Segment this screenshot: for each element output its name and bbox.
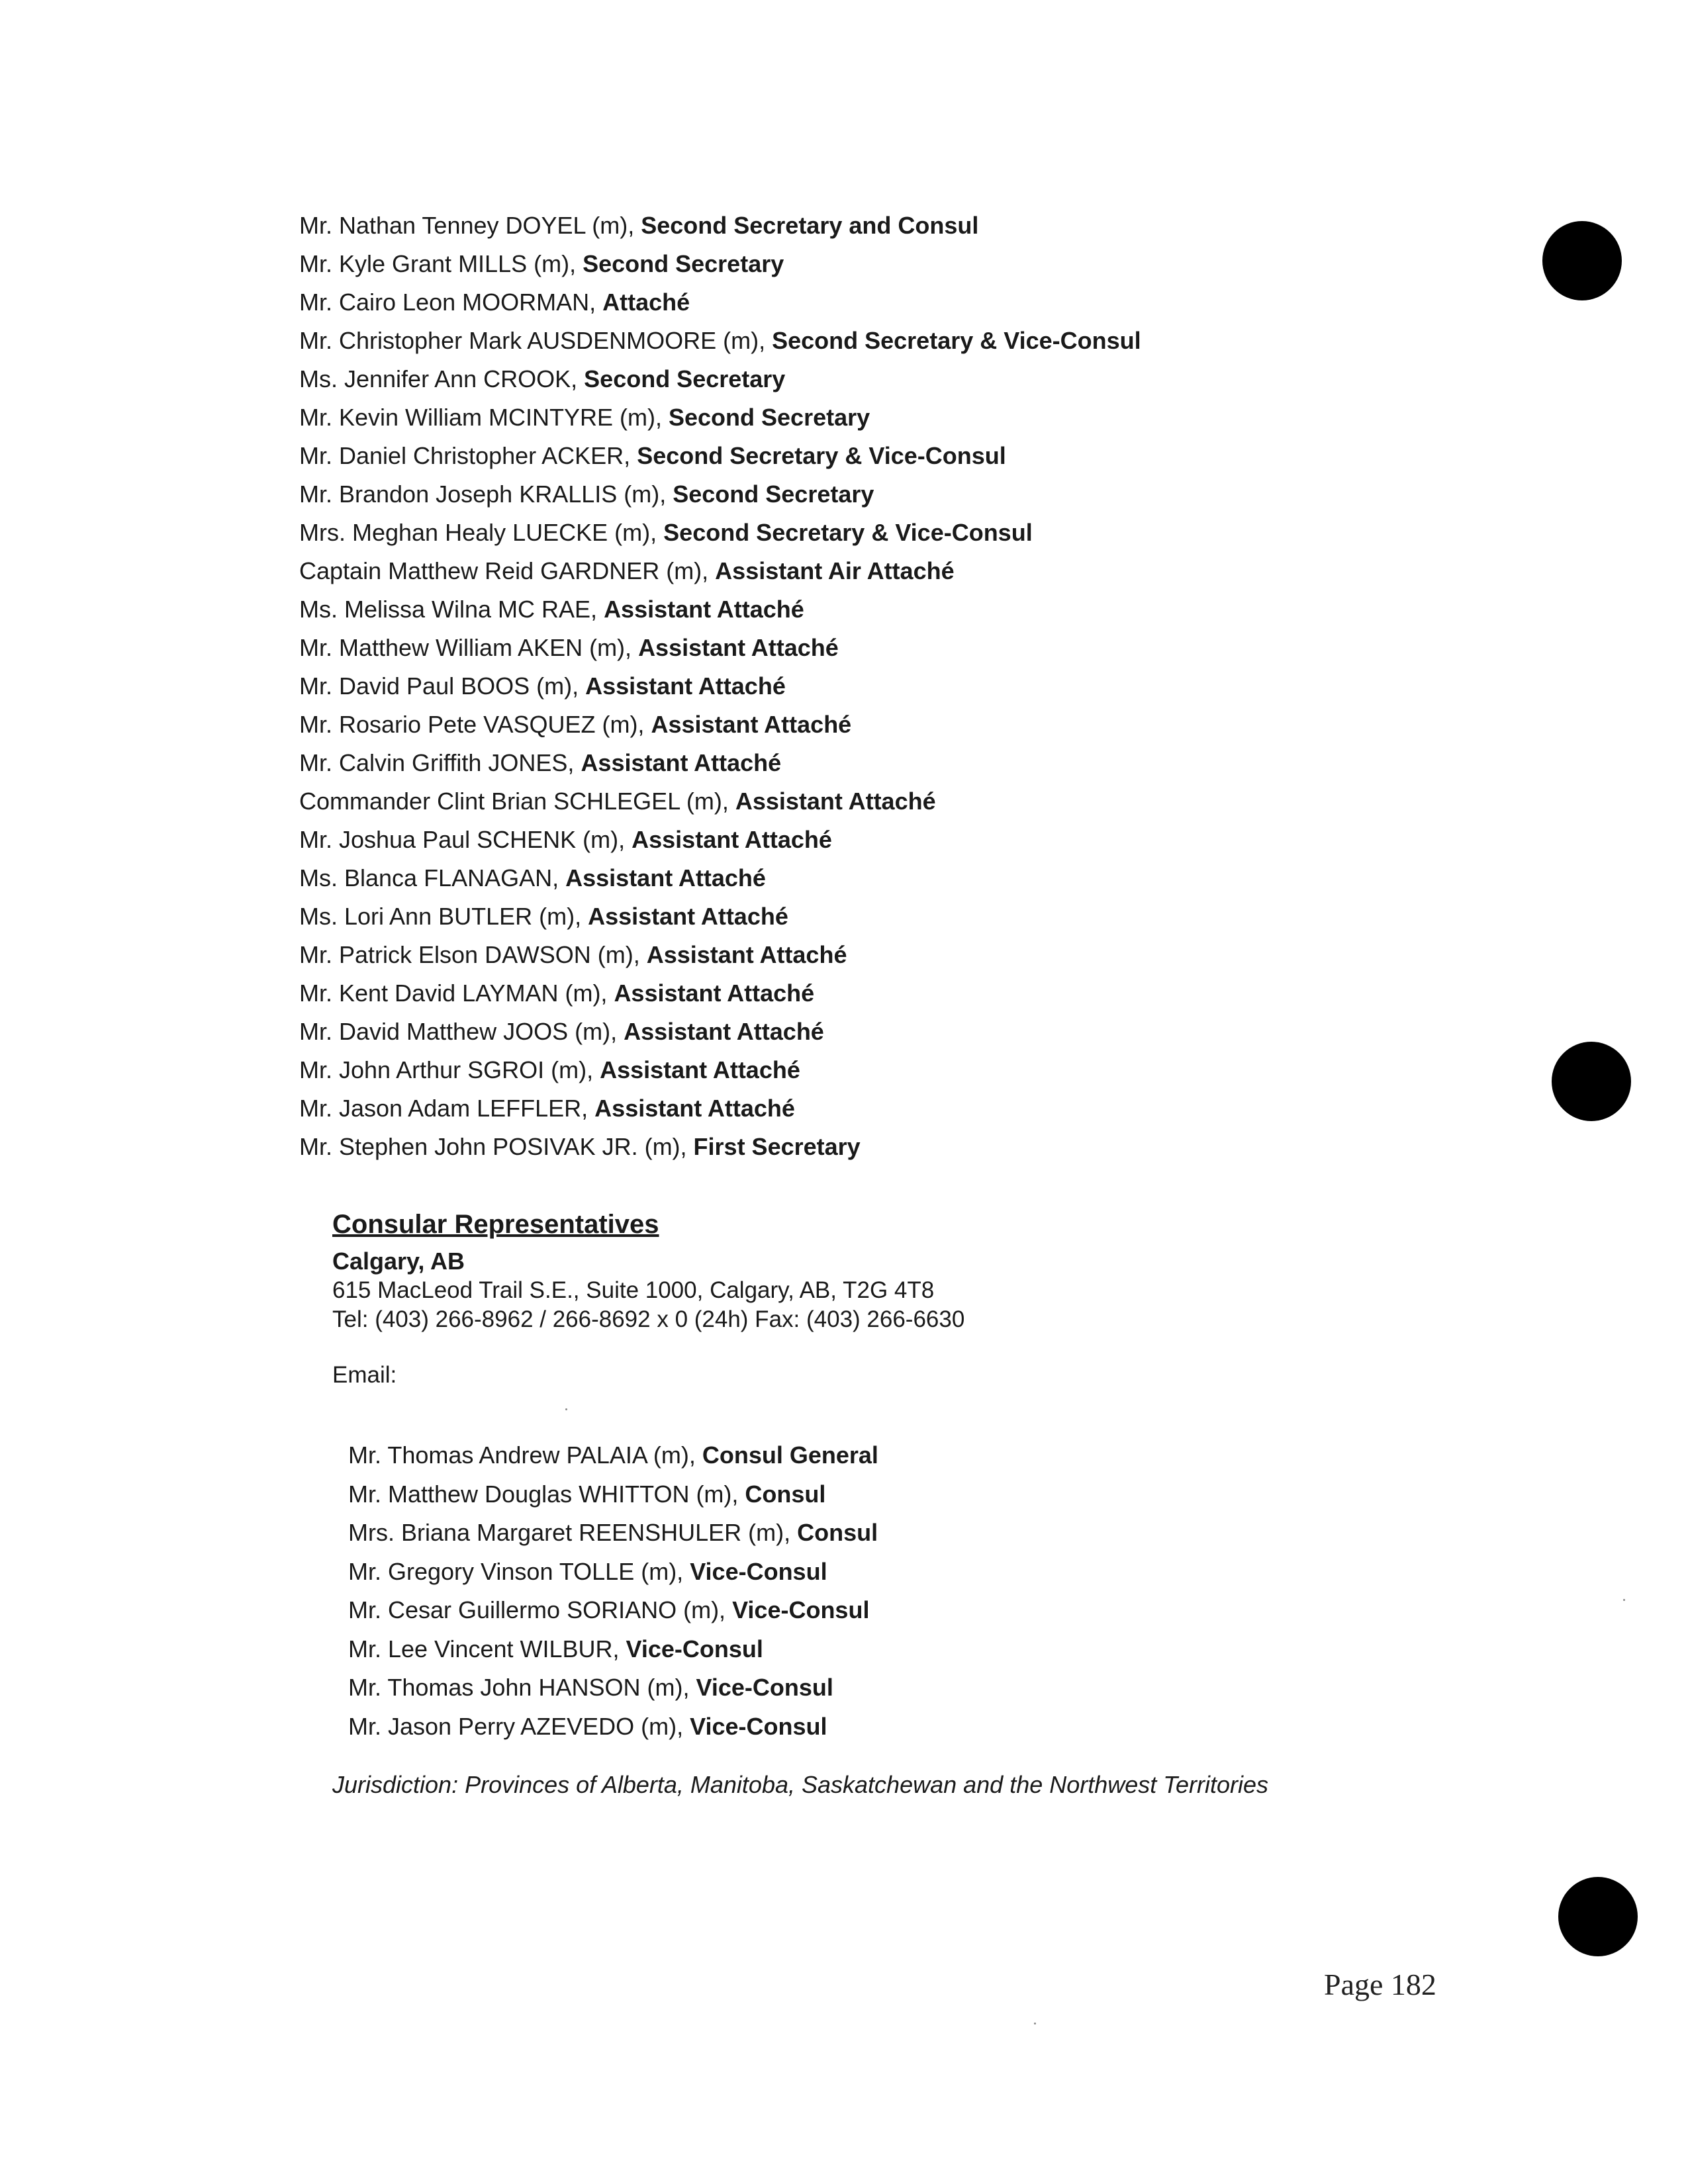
staff-entry: Commander Clint Brian SCHLEGEL (m), Assistant Attaché	[299, 788, 936, 815]
section-heading: Consular Representatives	[332, 1210, 659, 1239]
staff-entry: Mr. Cairo Leon MOORMAN, Attaché	[299, 289, 690, 316]
consular-staff-entry: Mr. Thomas John HANSON (m), Vice-Consul	[348, 1674, 833, 1701]
consular-staff-entry: Mr. Gregory Vinson TOLLE (m), Vice-Consul	[348, 1557, 827, 1585]
office-address: 615 MacLeod Trail S.E., Suite 1000, Calgary, AB, T2G 4T8	[332, 1277, 935, 1303]
staff-entry: Mr. John Arthur SGROI (m), Assistant Attaché	[299, 1056, 800, 1083]
jurisdiction-note: Jurisdiction: Provinces of Alberta, Manitoba, Saskatchewan and the Northwest Territories	[332, 1771, 1269, 1798]
staff-entry: Mr. David Matthew JOOS (m), Assistant Attaché	[299, 1018, 824, 1045]
staff-entry: Mr. Joshua Paul SCHENK (m), Assistant Attaché	[299, 826, 832, 853]
consular-staff-entry: Mrs. Briana Margaret REENSHULER (m), Consul	[348, 1519, 878, 1546]
scan-speck	[1623, 1599, 1625, 1601]
page-number: Page 182	[1324, 1968, 1436, 2001]
consular-staff-entry: Mr. Cesar Guillermo SORIANO (m), Vice-Consul	[348, 1596, 870, 1623]
staff-entry: Mr. Matthew William AKEN (m), Assistant Attaché	[299, 634, 839, 661]
staff-entry: Ms. Blanca FLANAGAN, Assistant Attaché	[299, 864, 766, 891]
staff-entry: Mr. Christopher Mark AUSDENMOORE (m), Second Secretary & Vice-Consul	[299, 327, 1141, 354]
staff-entry: Mr. Stephen John POSIVAK JR. (m), First Secretary	[299, 1133, 861, 1160]
staff-entry: Mr. Jason Adam LEFFLER, Assistant Attaché	[299, 1095, 795, 1122]
staff-entry: Ms. Melissa Wilna MC RAE, Assistant Attaché	[299, 596, 804, 623]
diplomatic-staff-list	[299, 206, 1141, 1166]
punch-hole	[1542, 221, 1622, 300]
punch-hole	[1558, 1877, 1638, 1956]
scan-speck	[1034, 2023, 1036, 2025]
staff-entry: Ms. Jennifer Ann CROOK, Second Secretary	[299, 365, 786, 392]
office-name: Calgary, AB	[332, 1248, 465, 1275]
office-phone: Tel: (403) 266-8962 / 266-8692 x 0 (24h) Fax: (403) 266-6630	[332, 1306, 965, 1332]
scan-speck	[565, 1408, 567, 1410]
consular-section	[332, 1206, 964, 1390]
consular-staff-entry: Mr. Lee Vincent WILBUR, Vice-Consul	[348, 1635, 763, 1662]
consular-staff-entry: Mr. Thomas Andrew PALAIA (m), Consul General	[348, 1441, 878, 1469]
staff-entry: Ms. Lori Ann BUTLER (m), Assistant Attaché	[299, 903, 788, 930]
staff-entry: Mr. Calvin Griffith JONES, Assistant Attaché	[299, 749, 782, 776]
consular-staff-entry: Mr. Jason Perry AZEVEDO (m), Vice-Consul	[348, 1712, 827, 1740]
staff-entry: Mr. Nathan Tenney DOYEL (m), Second Secretary and Consul	[299, 212, 979, 239]
staff-entry: Captain Matthew Reid GARDNER (m), Assistant Air Attaché	[299, 557, 955, 584]
staff-entry: Mr. Rosario Pete VASQUEZ (m), Assistant Attaché	[299, 711, 852, 738]
staff-entry: Mr. Brandon Joseph KRALLIS (m), Second Secretary	[299, 480, 874, 508]
consular-staff-list	[348, 1436, 878, 1746]
staff-entry: Mr. Kyle Grant MILLS (m), Second Secretary	[299, 250, 784, 277]
email-label: Email:	[332, 1362, 397, 1388]
staff-entry: Mrs. Meghan Healy LUECKE (m), Second Secretary & Vice-Consul	[299, 519, 1033, 546]
staff-entry: Mr. Kent David LAYMAN (m), Assistant Attaché	[299, 979, 815, 1007]
staff-entry: Mr. Patrick Elson DAWSON (m), Assistant Attaché	[299, 941, 847, 968]
punch-hole	[1552, 1042, 1631, 1121]
consular-staff-entry: Mr. Matthew Douglas WHITTON (m), Consul	[348, 1480, 826, 1508]
staff-entry: Mr. Daniel Christopher ACKER, Second Secretary & Vice-Consul	[299, 442, 1006, 469]
staff-entry: Mr. Kevin William MCINTYRE (m), Second Secretary	[299, 404, 870, 431]
staff-entry: Mr. David Paul BOOS (m), Assistant Attaché	[299, 672, 786, 700]
